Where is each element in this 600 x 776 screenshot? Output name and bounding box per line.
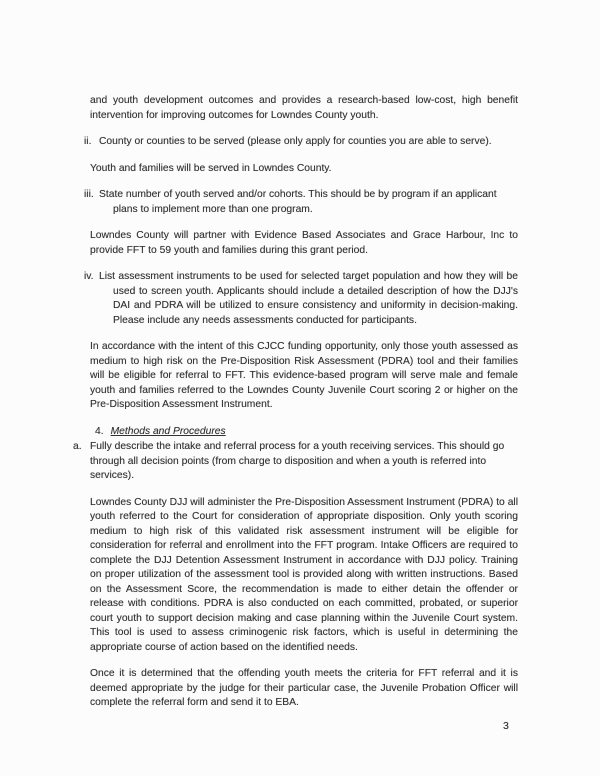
list-marker: 4. [95,425,104,437]
list-item-roman [84,135,518,150]
heading [95,425,518,440]
block-text: List assessment instruments to be used for selected target population and how they will be used to screen youth. Applicants should include a detailed description of how the DJJ's DAI and PDRA will be utilized to ensure consistency and uniformity in decision-making. Please include any needs assessments conducted for participants. [99,271,518,326]
block-text: State number of youth served and/or cohorts. This should be by program if an applicant plans to implement more than one program. [99,189,497,215]
page-number: 3 [503,720,509,732]
paragraph [90,162,518,177]
paragraph [90,94,518,123]
block-text: Lowndes County DJJ will administer the Pre-Disposition Assessment Instrument (PDRA) to all youth referred to the Court for consideration of appropriate disposition. Only youth scoring medium to high risk of this validated risk assessment instrument will be eligible for consideration for referral and enrollment into the FFT program. Intake Officers are required to complete the DJJ Detention Assessment Instrument in accordance with DJJ policy. Training on proper utilization of the assessment tool is provided along with written instructions. Based on the Assessment Score, the recommendation is made to either detain the offender or release with conditions. PDRA is also conducted on each committed, probated, or superior court youth to support decision making and case planning within the Juvenile Court system. This tool is used to assess criminogenic risk factors, which is useful in determining the appropriate course of action based on the identified needs. [90,496,518,653]
paragraph [90,496,518,656]
block-text: Lowndes County will partner with Evidence Based Associates and Grace Harbour, Inc to provide FFT to 59 youth and families during this grant period. [90,230,518,256]
block-text: Fully describe the intake and referral process for a youth receiving services. This should go through all decision points (from charge to disposition and when a youth is referred into services). [90,441,505,481]
list-marker: ii. [84,136,92,147]
list-marker: iii. [84,189,94,200]
block-text: and youth development outcomes and provides a research-based low-cost, high benefit intervention for improving outcomes for Lowndes County youth. [90,95,518,121]
block-text: Methods and Procedures [110,425,226,437]
block-text: In accordance with the intent of this CJCC funding opportunity, only those youth assessed as medium to high risk on the Pre-Disposition Risk Assessment (PDRA) tool and their families will be eligible for referral to FFT. This evidence-based program will serve male and female youth and families referred to the Lowndes County Juvenile Court scoring 2 or higher on the Pre-Disposition Assessment Instrument. [90,341,518,410]
paragraph [90,340,518,413]
block-text: Once it is determined that the offending youth meets the criteria for FFT referral and it is deemed appropriate by the judge for their particular case, the Juvenile Probation Officer will complete the referral form and send it to EBA. [90,668,518,708]
paragraph [90,229,518,258]
list-item-roman [84,270,518,328]
document-content [73,94,518,711]
list-marker: iv. [84,271,94,282]
list-item-roman [84,188,518,217]
list-item-alpha [73,440,518,484]
list-marker: a. [73,441,82,452]
block-text: County or counties to be served (please only apply for counties you are able to serve). [99,136,492,147]
paragraph [90,667,518,711]
block-text: Youth and families will be served in Lowndes County. [90,162,332,174]
